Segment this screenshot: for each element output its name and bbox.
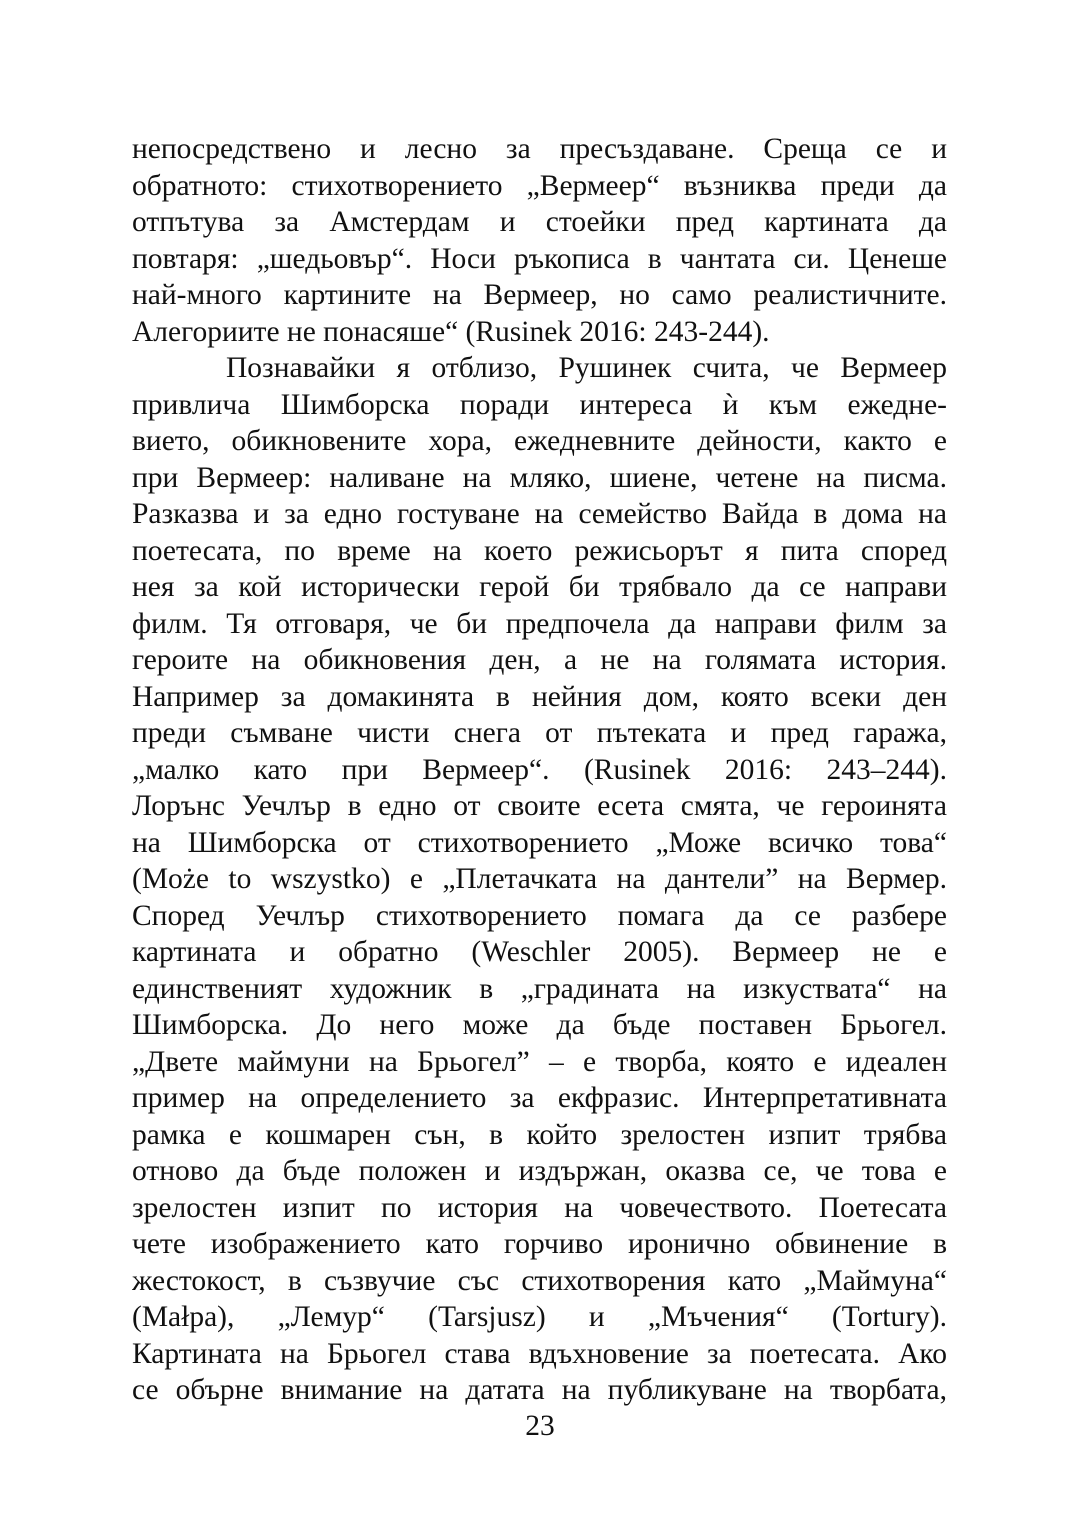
- text-line: Например за домакинята в нейния дом, която всеки ден: [132, 680, 947, 713]
- text-line: филм. Тя отговаря, че би предпочела да направи филм за: [132, 607, 947, 640]
- text-line: (Małpa), „Лемур“ (Tarsjusz) и „Мъчения“ (Tortury).: [132, 1301, 947, 1333]
- text-line: отново да бъде положен и издържан, оказва се, че това е: [132, 1155, 947, 1187]
- text-line: „малко като при Вермеер“. (Rusinek 2016: 243–244).: [132, 753, 947, 786]
- text-line: повтаря: „шедьовър“. Носи ръкописа в чантата си. Ценеше: [132, 242, 947, 275]
- paragraph-first-line: Познавайки я отблизо, Рушинек счита, че Вермеер: [226, 352, 947, 384]
- text-line: поетесата, по време на което режисьорът я пита според: [132, 534, 947, 567]
- text-line: непосредствено и лесно за пресъздаване. Среща се и: [132, 133, 947, 165]
- text-line: Картината на Брьогел става вдъхновение за поетесата. Ако: [132, 1337, 947, 1370]
- text-line: нея за кой исторически герой би трябвало да се направи: [132, 571, 947, 603]
- text-line: единственият художник в „градината на изкуствата“ на: [132, 972, 947, 1005]
- text-line: „Двете маймуни на Брьогел” – е творба, която е идеален: [132, 1045, 947, 1078]
- body-text: [132, 131, 947, 1409]
- text-line: се обърне внимание на датата на публикуване на творбата,: [132, 1374, 947, 1406]
- text-line: отпътува за Амстердам и стоейки пред картината да: [132, 206, 947, 238]
- text-line: най-много картините на Вермеер, но само реалистичните.: [132, 279, 947, 311]
- text-line: Алегориите не понасяше“ (Rusinek 2016: 243-244).: [132, 315, 770, 348]
- text-line: при Вермеер: наливане на мляко, шиене, четене на писма.: [132, 461, 947, 494]
- text-line: картината и обратно (Weschler 2005). Вермеер не е: [132, 936, 947, 968]
- page-number: 23: [525, 1410, 555, 1442]
- text-line: Разказва и за едно гостуване на семейство Вайда в дома на: [132, 498, 947, 530]
- text-line: героите на обикновения ден, а не на голямата история.: [132, 644, 947, 676]
- text-line: Лорънс Уечлър в едно от своите есета смята, че героинята: [132, 790, 947, 822]
- text-line: рамка е кошмарен сън, в който зрелостен изпит трябва: [132, 1118, 947, 1151]
- text-line: Шимборска. До него може да бъде поставен Брьогел.: [132, 1009, 947, 1041]
- text-line: вието, обикновените хора, ежедневните дейности, както е: [132, 425, 947, 457]
- text-line: зрелостен изпит по история на човечеството. Поетесата: [132, 1191, 947, 1224]
- text-line: на Шимборска от стихотворението „Може всичко това“: [132, 826, 947, 859]
- text-line: пример на определението за екфразис. Интерпретативната: [132, 1082, 947, 1114]
- text-line: Според Уечлър стихотворението помага да се разбере: [132, 899, 947, 932]
- text-line: жестокост, в съзвучие със стихотворения като „Маймуна“: [132, 1264, 947, 1297]
- text-line: (Może to wszystko) е „Плетачката на дантели” на Вермер.: [132, 863, 947, 895]
- text-line: преди съмване чисти снега от пътеката и пред гаража,: [132, 717, 947, 749]
- text-line: привлича Шимборска поради интереса ѝ към ежедне-: [132, 388, 947, 421]
- text-line: обратното: стихотворението „Вермеер“ възниква преди да: [132, 169, 947, 202]
- text-line: чете изображението като горчиво иронично обвинение в: [132, 1228, 947, 1260]
